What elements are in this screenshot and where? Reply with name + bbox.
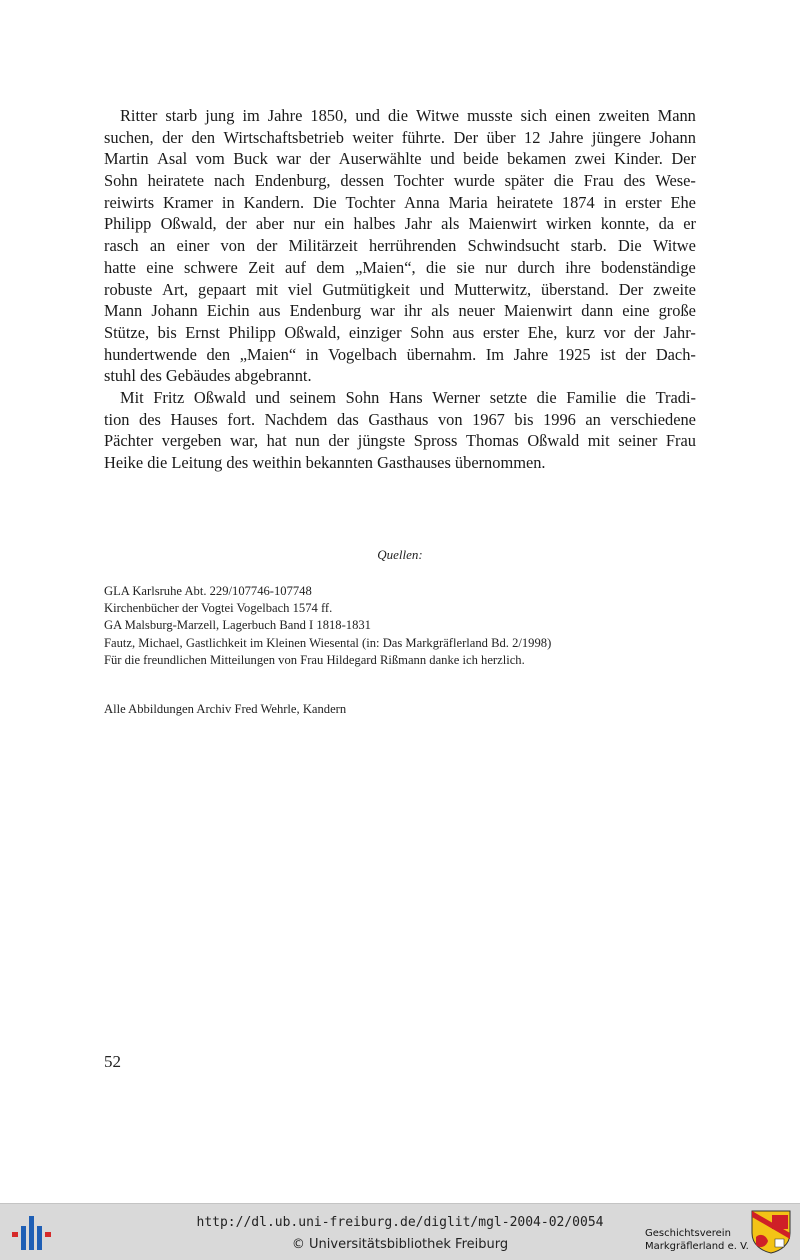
word: rasch — [104, 236, 139, 256]
word: Familie — [566, 387, 617, 407]
word: Kandern. — [243, 192, 305, 212]
word: Der — [671, 149, 696, 169]
coat-of-arms-icon[interactable] — [750, 1209, 792, 1255]
word: Anna — [404, 192, 440, 212]
text-line — [104, 105, 696, 127]
word: zweiten — [598, 106, 650, 125]
sources-heading: Quellen: — [377, 547, 423, 562]
text-line — [104, 213, 696, 235]
word: der — [625, 344, 647, 364]
society-name-line: Geschichtsverein — [645, 1228, 731, 1239]
word: 1996 — [543, 409, 576, 429]
viewer-footer — [0, 1203, 800, 1260]
word: Maienwirt — [503, 301, 573, 321]
word: nun — [295, 431, 320, 451]
word: der — [162, 127, 183, 147]
word: zwei — [574, 149, 606, 169]
text-line — [104, 170, 696, 192]
word: vor — [603, 322, 626, 342]
word: gepaart — [198, 279, 247, 299]
word: der — [328, 431, 350, 451]
word: beide — [463, 149, 499, 169]
word: war — [276, 149, 301, 169]
word: Die — [312, 192, 337, 212]
word: Ehe — [670, 192, 696, 212]
word: Im — [485, 344, 505, 364]
word: überstand. — [540, 279, 609, 299]
word: Frau — [665, 431, 696, 451]
word: Philipp — [228, 322, 276, 342]
word: von — [220, 236, 246, 256]
source-item: Fautz, Michael, Gastlichkeit im Kleinen Wiesental (in: Das Markgräflerland Bd. 2/1998) — [104, 635, 552, 650]
permalink-url[interactable]: http://dl.ub.uni-freiburg.de/diglit/mgl-2004-02/0054 — [196, 1215, 604, 1230]
text-line — [104, 344, 696, 366]
word: robuste — [104, 279, 153, 299]
text-line — [104, 300, 696, 322]
word: als — [431, 301, 450, 321]
word: einen — [555, 106, 591, 125]
word: dem — [316, 257, 345, 277]
word: im — [242, 106, 260, 125]
word: 12 — [524, 127, 541, 147]
word: durch — [517, 257, 555, 277]
word: an — [149, 236, 166, 256]
word: Militärzeit — [288, 236, 358, 256]
word: bodenständige — [601, 257, 696, 277]
text-line — [104, 127, 696, 149]
word: heiratete — [496, 192, 553, 212]
source-item: Kirchenbücher der Vogtei Vogelbach 1574 ff. — [104, 601, 333, 616]
word: Philipp — [104, 214, 152, 234]
word: erster — [625, 192, 662, 212]
word: fort. — [227, 409, 256, 429]
word: Buck — [233, 149, 268, 169]
word: 1967 — [472, 409, 505, 429]
word: als — [441, 214, 460, 234]
word: Tochter — [394, 171, 444, 191]
word: Jahre — [267, 106, 303, 125]
word: Frau — [583, 171, 614, 191]
word: Witwe — [416, 106, 460, 125]
word: Stütze, — [104, 322, 150, 342]
copyright-notice: © Universitätsbibliothek Freiburg — [291, 1237, 509, 1252]
word: heiratete — [147, 171, 205, 191]
word: Hauses — [170, 409, 218, 429]
word: Jahre — [513, 344, 549, 364]
word: Mann — [104, 301, 143, 321]
word: Die — [617, 236, 642, 256]
text-line — [104, 430, 696, 452]
word: tion — [104, 409, 130, 429]
word: Maria — [448, 192, 488, 212]
word: jüngste — [357, 431, 406, 451]
word: Johann — [649, 127, 696, 147]
word: der — [256, 236, 278, 256]
word: da — [658, 214, 675, 234]
word: Vogelbach — [328, 344, 397, 364]
word: Endenburg, — [254, 171, 331, 191]
word: mit — [256, 279, 278, 299]
word: 1874 — [561, 192, 595, 212]
word: hatte — [104, 257, 136, 277]
word: bis — [514, 409, 534, 429]
word: Gasthaus — [368, 409, 429, 429]
word: Dach- — [655, 344, 696, 364]
word: „Maien“, — [355, 257, 416, 277]
word: Oßwald — [527, 431, 580, 451]
text-line — [104, 257, 696, 279]
word: 1850, — [310, 106, 348, 125]
word: einer — [176, 236, 210, 256]
text-line — [104, 235, 696, 257]
word: bis — [157, 322, 177, 342]
word: suchen, — [104, 127, 154, 147]
word: jung — [205, 106, 235, 125]
word: ein — [324, 214, 345, 234]
word: Schwindsucht — [467, 236, 560, 256]
word: kurz — [565, 322, 595, 342]
word: Sohn — [410, 322, 444, 342]
word: musste — [467, 106, 513, 125]
word: seiner — [618, 431, 658, 451]
word: Sohn — [345, 387, 380, 407]
word: 1925 — [557, 344, 591, 364]
word: wurde — [453, 171, 495, 191]
word: Tradi- — [655, 387, 696, 407]
text-line — [104, 409, 696, 431]
word: einziger — [348, 322, 402, 342]
society-name — [645, 1227, 749, 1253]
text-line — [104, 279, 696, 301]
word: vom — [195, 149, 225, 169]
word: mit — [587, 431, 610, 451]
word: später — [504, 171, 544, 191]
word: auf — [285, 257, 306, 277]
word: Jahr — [404, 214, 432, 234]
word: in — [603, 192, 617, 212]
word: und — [430, 149, 455, 169]
word: den — [206, 344, 231, 364]
word: die — [387, 106, 408, 125]
word: nach — [213, 171, 245, 191]
word: Mann — [657, 106, 696, 125]
text-line — [104, 192, 696, 214]
word: Art, — [162, 279, 189, 299]
word: Spross — [413, 431, 458, 451]
word: Kinder. — [614, 149, 663, 169]
word: die — [625, 387, 646, 407]
word: Ernst — [185, 322, 220, 342]
word: aber — [255, 214, 285, 234]
word: zweite — [653, 279, 696, 299]
text-line — [104, 148, 696, 170]
word: der — [225, 214, 247, 234]
word: Eichin — [206, 301, 250, 321]
word: große — [658, 301, 696, 321]
word: war — [370, 301, 395, 321]
word: hat — [266, 431, 287, 451]
word: vergeben — [161, 431, 222, 451]
text-line — [104, 387, 696, 409]
word: die — [426, 257, 447, 277]
word: eine — [146, 257, 174, 277]
word: Maienwirt — [468, 214, 537, 234]
word: weiter — [352, 127, 394, 147]
word: das — [336, 409, 359, 429]
word: Oßwald — [193, 387, 246, 407]
sources-list — [104, 583, 704, 669]
word: seinem — [289, 387, 337, 407]
word: halbes — [353, 214, 396, 234]
word: Mit — [120, 387, 144, 407]
text-line: Heike die Leitung des weithin bekannten Gasthauses übernommen. — [104, 453, 546, 472]
word: über — [486, 127, 516, 147]
word: nur — [293, 214, 316, 234]
word: neuer — [458, 301, 495, 321]
word: Asal — [157, 149, 188, 169]
word: Oßwald, — [284, 322, 341, 342]
word: herrührenden — [368, 236, 457, 256]
word: der — [633, 322, 655, 342]
word: und — [355, 106, 380, 125]
society-name-line: Markgräflerland e. V. — [645, 1241, 749, 1252]
word: Mutterwitz, — [454, 279, 532, 299]
word: aus — [452, 322, 475, 342]
word: Wese- — [655, 171, 696, 191]
image-credit: Alle Abbildungen Archiv Fred Wehrle, Kandern — [104, 702, 347, 716]
word: führte. — [401, 127, 446, 147]
word: hundertwende — [104, 344, 197, 364]
word: Zeit — [248, 257, 275, 277]
word: Sohn — [104, 171, 138, 191]
word: war, — [230, 431, 259, 451]
word: schwere — [184, 257, 238, 277]
word: verschiedene — [610, 409, 696, 429]
word: Oßwald, — [160, 214, 217, 234]
word: eine — [622, 301, 650, 321]
word: ist — [600, 344, 616, 364]
word: Hans — [388, 387, 423, 407]
word: Werner — [432, 387, 481, 407]
word: wirken — [545, 214, 592, 234]
word: Martin — [104, 149, 149, 169]
word: starb. — [570, 236, 607, 256]
source-item: GLA Karlsruhe Abt. 229/107746-107748 — [104, 584, 312, 598]
word: starb — [165, 106, 198, 125]
word: Nachdem — [264, 409, 328, 429]
word: Auserwählte — [338, 149, 422, 169]
body-text — [104, 105, 696, 474]
word: Ehe, — [527, 322, 558, 342]
source-item: Für die freundlichen Mitteilungen von Frau Hildegard Rißmann danke ich herzlich. — [104, 652, 525, 667]
word: in — [305, 344, 319, 364]
word: dessen — [340, 171, 385, 191]
word: Jahre — [548, 127, 584, 147]
word: die — [536, 387, 557, 407]
word: erster — [482, 322, 520, 342]
word: reiwirts — [104, 192, 155, 212]
word: Der — [453, 127, 479, 147]
word: des — [623, 171, 646, 191]
word: Kramer — [162, 192, 214, 212]
word: er — [683, 214, 696, 234]
word: Wirtschaftsbetrieb — [223, 127, 344, 147]
word: Gutmütigkeit — [322, 279, 410, 299]
text-line — [104, 322, 696, 344]
word: Witwe — [652, 236, 696, 256]
word: sich — [520, 106, 548, 125]
word: und — [419, 279, 445, 299]
word: bekamen — [507, 149, 567, 169]
word: den — [191, 127, 216, 147]
word: Endenburg — [289, 301, 362, 321]
text-line: stuhl des Gebäudes abgebrannt. — [104, 366, 312, 386]
word: konnte, — [600, 214, 650, 234]
word: jüngere — [591, 127, 642, 147]
word: Tochter — [345, 192, 396, 212]
word: Der — [618, 279, 644, 299]
word: ihr — [403, 301, 423, 321]
word: Fritz — [153, 387, 185, 407]
word: in — [221, 192, 235, 212]
word: des — [139, 409, 161, 429]
word: Pächter — [104, 431, 154, 451]
word: die — [553, 171, 574, 191]
word: ihre — [565, 257, 591, 277]
word: Thomas — [465, 431, 519, 451]
word: setzte — [489, 387, 527, 407]
word: viel — [287, 279, 313, 299]
word: aus — [258, 301, 281, 321]
word: von — [437, 409, 463, 429]
word: an — [585, 409, 601, 429]
word: dann — [581, 301, 614, 321]
word: und — [255, 387, 280, 407]
word: „Maien“ — [239, 344, 297, 364]
word: Ritter — [120, 106, 158, 125]
word: der — [309, 149, 331, 169]
word: Johann — [151, 301, 198, 321]
source-item: GA Malsburg-Marzell, Lagerbuch Band I 1818-1831 — [104, 618, 371, 633]
word: nur — [485, 257, 508, 277]
word: übernahm. — [406, 344, 477, 364]
page-number: 52 — [104, 1052, 121, 1071]
word: Jahr- — [663, 322, 696, 342]
word: sie — [456, 257, 475, 277]
